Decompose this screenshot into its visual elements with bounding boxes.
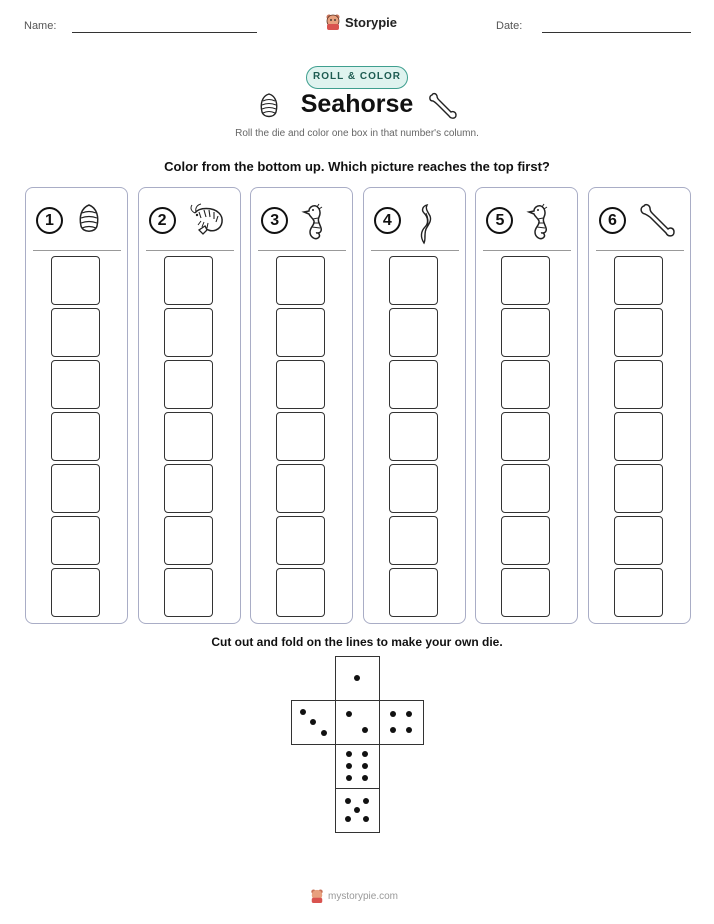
name-label: Name: [24, 20, 57, 32]
color-box[interactable] [51, 516, 100, 565]
color-box[interactable] [389, 360, 438, 409]
color-box[interactable] [614, 516, 663, 565]
die-pip [362, 727, 368, 733]
color-box[interactable] [501, 464, 550, 513]
activity-instruction: Color from the bottom up. Which picture reaches the top first? [164, 159, 550, 174]
color-box[interactable] [614, 412, 663, 461]
die-pip [345, 816, 351, 822]
color-box[interactable] [164, 360, 213, 409]
color-box[interactable] [51, 256, 100, 305]
die-face-5 [335, 788, 380, 833]
color-box[interactable] [501, 568, 550, 617]
color-box[interactable] [164, 464, 213, 513]
color-box[interactable] [51, 360, 100, 409]
color-box[interactable] [614, 360, 663, 409]
color-box[interactable] [389, 516, 438, 565]
drumstick-icon [639, 203, 677, 246]
column-divider [596, 250, 684, 251]
date-line [542, 32, 691, 33]
die-pip [362, 763, 368, 769]
column-header [374, 203, 458, 239]
color-box[interactable] [51, 568, 100, 617]
color-box[interactable] [276, 308, 325, 357]
column-number: 1 [36, 207, 63, 234]
color-box[interactable] [164, 568, 213, 617]
color-box[interactable] [614, 568, 663, 617]
column-header [36, 203, 120, 239]
die-pip [390, 711, 396, 717]
color-box[interactable] [614, 464, 663, 513]
column-number: 3 [261, 207, 288, 234]
die-pip [346, 751, 352, 757]
die-caption: Cut out and fold on the lines to make your own die. [211, 635, 503, 649]
color-box[interactable] [164, 308, 213, 357]
color-box[interactable] [276, 256, 325, 305]
name-line [72, 32, 257, 33]
color-box[interactable] [51, 464, 100, 513]
color-box[interactable] [276, 360, 325, 409]
die-face-4 [379, 700, 424, 745]
die-pip [310, 719, 316, 725]
die-pip [362, 751, 368, 757]
page-subtitle: Roll the die and color one box in that number's column. [235, 128, 479, 139]
color-box[interactable] [501, 360, 550, 409]
color-box[interactable] [389, 568, 438, 617]
storypie-bear-logo [325, 13, 341, 31]
column-divider [33, 250, 121, 251]
die-pip [354, 807, 360, 813]
column-divider [371, 250, 459, 251]
color-box[interactable] [501, 516, 550, 565]
footer-url: mystorypie.com [328, 890, 399, 902]
die-pip [363, 816, 369, 822]
seahorse-icon [301, 203, 327, 248]
column-divider [146, 250, 234, 251]
clam-shell-icon [76, 203, 102, 240]
page-title: Seahorse [300, 90, 414, 118]
shrimp-icon [189, 203, 229, 242]
color-box[interactable] [51, 308, 100, 357]
storypie-bear-logo [310, 888, 324, 904]
activity-badge: ROLL & COLOR [306, 66, 408, 89]
footer [310, 888, 398, 904]
color-box[interactable] [501, 256, 550, 305]
drumstick-icon [428, 92, 458, 122]
die-face-2 [335, 700, 380, 745]
die-pip [346, 775, 352, 781]
color-box[interactable] [164, 412, 213, 461]
color-box[interactable] [164, 516, 213, 565]
color-box[interactable] [276, 516, 325, 565]
column-header [599, 203, 683, 239]
column-1 [25, 187, 128, 624]
die-pip [300, 709, 306, 715]
die-pip [390, 727, 396, 733]
color-box[interactable] [501, 308, 550, 357]
column-header [261, 203, 345, 239]
column-number: 5 [486, 207, 513, 234]
color-box[interactable] [276, 412, 325, 461]
color-box[interactable] [614, 256, 663, 305]
column-header [149, 203, 233, 239]
column-divider [483, 250, 571, 251]
color-box[interactable] [389, 308, 438, 357]
die-pip [406, 711, 412, 717]
color-box[interactable] [164, 256, 213, 305]
seaweed-icon [414, 203, 434, 250]
color-box[interactable] [389, 412, 438, 461]
die-pip [406, 727, 412, 733]
die-pip [345, 798, 351, 804]
column-number: 6 [599, 207, 626, 234]
column-3 [250, 187, 353, 624]
die-pip [363, 798, 369, 804]
die-face-6 [335, 744, 380, 789]
die-pip [362, 775, 368, 781]
color-box[interactable] [614, 308, 663, 357]
seahorse-icon [526, 203, 552, 248]
column-2 [138, 187, 241, 624]
column-4 [363, 187, 466, 624]
color-box[interactable] [389, 256, 438, 305]
column-header [486, 203, 570, 239]
color-box[interactable] [276, 464, 325, 513]
die-pip [346, 711, 352, 717]
die-pip [321, 730, 327, 736]
die-face-3 [291, 700, 336, 745]
column-6 [588, 187, 691, 624]
column-5 [475, 187, 578, 624]
column-divider [258, 250, 346, 251]
date-label: Date: [496, 20, 523, 32]
die-pip [354, 675, 360, 681]
color-box[interactable] [51, 412, 100, 461]
die-pip [346, 763, 352, 769]
column-number: 2 [149, 207, 176, 234]
color-box[interactable] [389, 464, 438, 513]
color-box[interactable] [276, 568, 325, 617]
brand-logo [325, 13, 397, 31]
column-number: 4 [374, 207, 401, 234]
brand-name: Storypie [345, 14, 398, 30]
color-box[interactable] [501, 412, 550, 461]
die-face-1 [335, 656, 380, 701]
